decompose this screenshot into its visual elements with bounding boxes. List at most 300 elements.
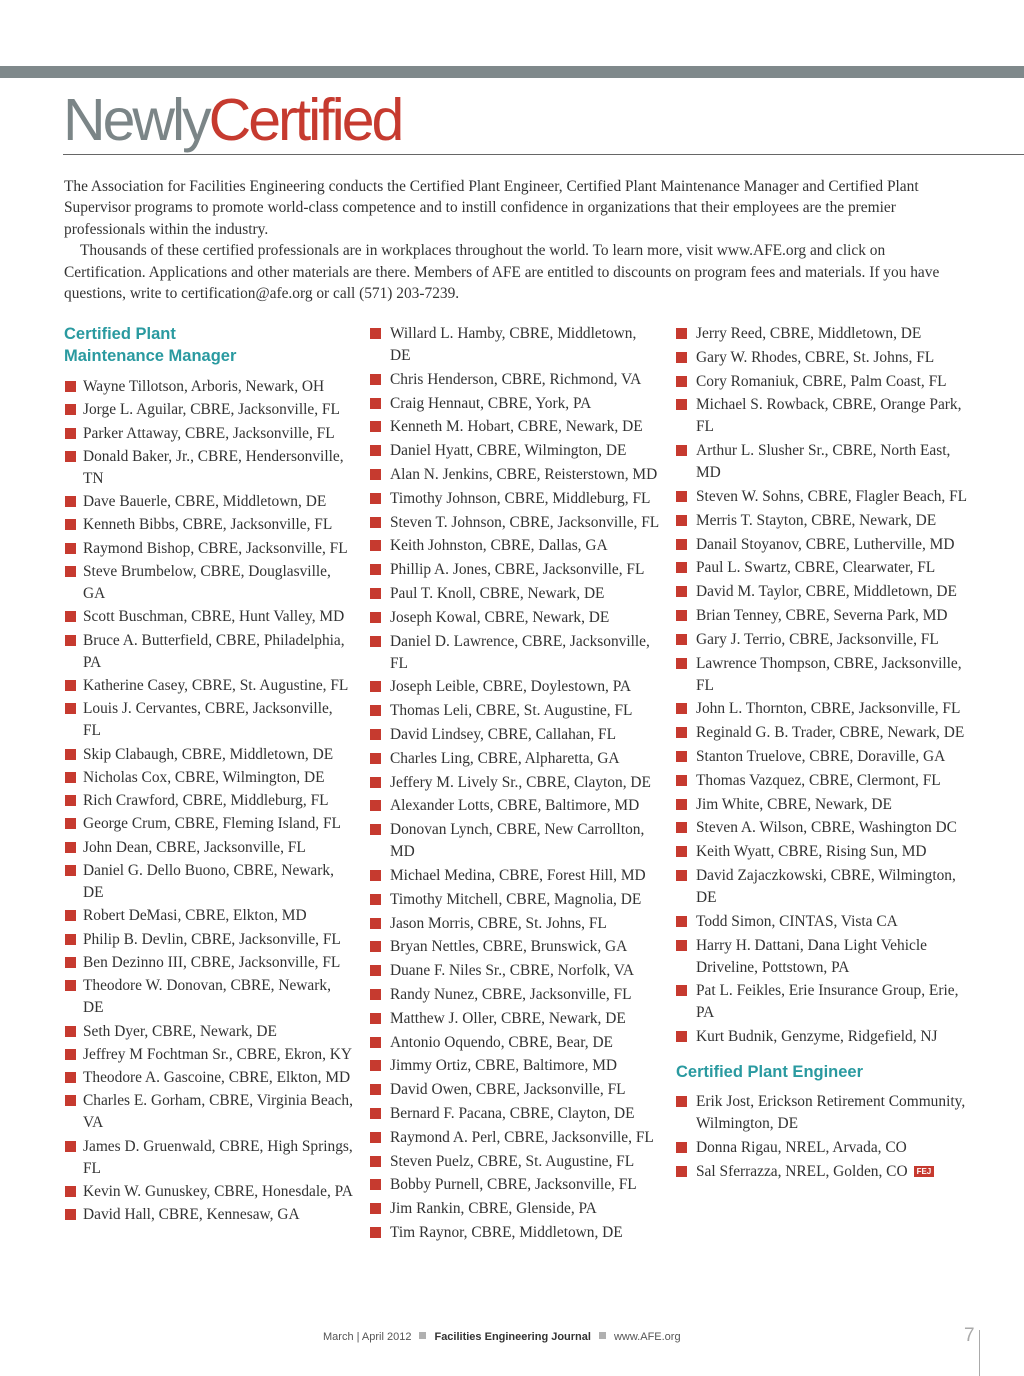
list-item [676,841,976,863]
square-bullet-icon [370,588,381,599]
list-item-text: David Lindsey, CBRE, Callahan, FL [390,725,616,743]
list-item [64,744,354,766]
square-bullet-icon [676,846,687,857]
list-item-text: Steven T. Johnson, CBRE, Jacksonville, FL [390,513,660,531]
square-bullet-icon [676,445,687,456]
list-item-text: Lawrence Thompson, CBRE, Jacksonville, FL [696,654,962,694]
square-bullet-icon [370,941,381,952]
list-item [370,1008,660,1030]
list-item [676,911,976,933]
list-item-text: Antonio Oquendo, CBRE, Bear, DE [390,1033,613,1051]
footer-journal: Facilities Engineering Journal [434,1331,591,1343]
square-bullet-icon [65,1141,76,1152]
list-item-text: Rich Crawford, CBRE, Middleburg, FL [83,792,329,810]
square-bullet-icon [370,517,381,528]
list-item-text: David M. Taylor, CBRE, Middletown, DE [696,583,957,601]
list-item-text: Bryan Nettles, CBRE, Brunswick, GA [390,938,628,956]
cpmm-heading [64,323,354,367]
square-bullet-icon [676,539,687,550]
square-bullet-icon [676,399,687,410]
list-item [370,583,660,605]
list-item [370,960,660,982]
list-item [676,698,976,720]
list-item [676,347,976,369]
list-item [370,1055,660,1077]
list-item-text: Joseph Leible, CBRE, Doylestown, PA [390,678,631,696]
square-bullet-icon [65,703,76,714]
list-item [676,510,976,532]
square-bullet-icon [676,328,687,339]
list-item [370,323,660,367]
square-bullet-icon [676,751,687,762]
square-bullet-icon [65,611,76,622]
list-item [676,770,976,792]
list-item [64,606,354,628]
square-bullet-icon [370,374,381,385]
list-item-text: Daniel G. Dello Buono, CBRE, Newark, DE [83,862,334,902]
list-item-text: Gary J. Terrio, CBRE, Jacksonville, FL [696,630,939,648]
square-bullet-icon [65,635,76,646]
list-item [64,491,354,513]
list-item [64,561,354,605]
separator-square-icon [419,1332,426,1339]
list-item [64,837,354,859]
name-list [676,323,976,1048]
list-item-text: Paul L. Swartz, CBRE, Clearwater, FL [696,559,936,577]
list-item [64,952,354,974]
square-bullet-icon [676,1142,687,1153]
list-item [370,1198,660,1220]
list-item [370,1079,660,1101]
page-title [63,84,401,156]
list-item [64,1021,354,1043]
list-item [64,813,354,835]
list-item [676,1091,976,1135]
list-item-text: Phillip A. Jones, CBRE, Jacksonville, FL [390,561,645,579]
list-item-text: Jerry Reed, CBRE, Middletown, DE [696,325,922,342]
list-item-text: Donald Baker, Jr., CBRE, Hendersonville, TN [83,447,344,487]
list-item-text: Stanton Truelove, CBRE, Doraville, GA [696,747,946,765]
list-item [370,1222,660,1244]
list-item-text: Louis J. Cervantes, CBRE, Jacksonville, FL [83,700,333,740]
list-item [64,929,354,951]
square-bullet-icon [370,636,381,647]
square-bullet-icon [676,822,687,833]
list-item-text: Theodore W. Donovan, CBRE, Newark, DE [83,977,331,1017]
list-item-text: Steven W. Sohns, CBRE, Flagler Beach, FL [696,487,968,505]
list-item [676,653,976,697]
list-item-text: James D. Gruenwald, CBRE, High Springs, FL [83,1137,353,1177]
square-bullet-icon [65,818,76,829]
name-list [64,376,354,1226]
square-bullet-icon [370,800,381,811]
square-bullet-icon [370,824,381,835]
list-item-text: David Hall, CBRE, Kennesaw, GA [83,1206,300,1224]
list-item [64,767,354,789]
list-item-text: Steven A. Wilson, CBRE, Washington DC [696,819,957,837]
list-item-text: Jeffrey M Fochtman Sr., CBRE, Ekron, KY [83,1045,353,1063]
list-item-text: Erik Jost, Erickson Retirement Community, Wilmington, DE [696,1093,966,1133]
square-bullet-icon [676,586,687,597]
list-item-text: Kenneth M. Hobart, CBRE, Newark, DE [390,418,643,436]
separator-square-icon [599,1332,606,1339]
list-item [370,889,660,911]
list-item [676,1161,976,1183]
square-bullet-icon [370,894,381,905]
square-bullet-icon [65,566,76,577]
fej-badge: FEJ [914,1166,935,1177]
page-number: 7 [964,1325,975,1346]
list-item-text: Dave Bauerle, CBRE, Middletown, DE [83,493,327,511]
list-item [370,984,660,1006]
list-item-text: Nicholas Cox, CBRE, Wilmington, DE [83,768,325,786]
square-bullet-icon [65,1049,76,1060]
list-item [64,1204,354,1226]
list-item-text: Kenneth Bibbs, CBRE, Jacksonville, FL [83,516,333,534]
list-item-text: Donna Rigau, NREL, Arvada, CO [696,1138,907,1156]
cpmm-heading-line2: Maintenance Manager [64,347,237,365]
square-bullet-icon [370,870,381,881]
list-item-text: Skip Clabaugh, CBRE, Middletown, DE [83,745,334,763]
list-item [370,724,660,746]
list-item [676,1026,976,1048]
list-item [370,676,660,698]
list-item-text: Timothy Johnson, CBRE, Middleburg, FL [390,489,651,507]
footer-site: www.AFE.org [613,1331,681,1343]
square-bullet-icon [370,681,381,692]
square-bullet-icon [65,980,76,991]
list-item-text: George Crum, CBRE, Fleming Island, FL [83,815,341,833]
list-item [370,1032,660,1054]
square-bullet-icon [676,1096,687,1107]
list-item [676,486,976,508]
footer-issue: March | April 2012 [323,1331,412,1343]
list-item [370,512,660,534]
list-item [64,376,354,398]
square-bullet-icon [676,1031,687,1042]
square-bullet-icon [676,775,687,786]
list-item [370,819,660,863]
list-item-text: David Owen, CBRE, Jacksonville, FL [390,1081,626,1099]
square-bullet-icon [65,957,76,968]
list-item [370,1174,660,1196]
list-item-text: Seth Dyer, CBRE, Newark, DE [83,1022,277,1040]
intro-paragraph-2: Thousands of these certified professionals are in workplaces throughout the world. To learn more, visit www.AFE.org and click on Certification. Applications and other materials are there. Members of AFE are entitled to discounts on program fees and materials. If you have questions, write to certification@afe.org or call (571) 203-7239. [64,242,940,303]
list-item [370,488,660,510]
list-item [370,795,660,817]
square-bullet-icon [65,772,76,783]
square-bullet-icon [676,870,687,881]
square-bullet-icon [370,1060,381,1071]
list-item [64,446,354,490]
list-item-text: Keith Johnston, CBRE, Dallas, GA [390,537,608,555]
list-item-text: Cory Romaniuk, CBRE, Palm Coast, FL [696,372,947,390]
square-bullet-icon [370,469,381,480]
column-2 [370,323,660,1246]
square-bullet-icon [65,1072,76,1083]
intro [64,176,964,304]
list-item [370,607,660,629]
list-item [370,416,660,438]
list-item-text: Steven Puelz, CBRE, St. Augustine, FL [390,1152,635,1170]
square-bullet-icon [65,1095,76,1106]
list-item-text: Timothy Mitchell, CBRE, Magnolia, DE [390,890,642,908]
list-item-text: Bobby Purnell, CBRE, Jacksonville, FL [390,1176,637,1194]
square-bullet-icon [676,562,687,573]
square-bullet-icon [370,753,381,764]
list-item-text: Michael Medina, CBRE, Forest Hill, MD [390,866,646,884]
list-item [64,514,354,536]
square-bullet-icon [370,965,381,976]
square-bullet-icon [370,1179,381,1190]
square-bullet-icon [65,842,76,853]
list-item [676,935,976,979]
list-item [370,440,660,462]
list-item-text: Gary W. Rhodes, CBRE, St. Johns, FL [696,348,935,366]
list-item-text: Todd Simon, CINTAS, Vista CA [696,912,898,930]
cpmm-heading-line1: Certified Plant [64,325,176,343]
list-item-text: Jeffery M. Lively Sr., CBRE, Clayton, DE [390,773,651,791]
square-bullet-icon [676,610,687,621]
list-item [64,1181,354,1203]
square-bullet-icon [370,1227,381,1238]
list-item-text: Tim Raynor, CBRE, Middletown, DE [390,1223,623,1241]
square-bullet-icon [65,543,76,554]
title-certified: Certified [208,87,402,153]
square-bullet-icon [370,445,381,456]
list-item [64,1136,354,1180]
square-bullet-icon [370,729,381,740]
list-item-text: Jim White, CBRE, Newark, DE [696,795,892,813]
list-item-text: Paul T. Knoll, CBRE, Newark, DE [390,584,605,602]
list-item [676,746,976,768]
square-bullet-icon [370,918,381,929]
list-item-text: Duane F. Niles Sr., CBRE, Norfolk, VA [390,962,635,980]
list-item [370,464,660,486]
list-item [676,534,976,556]
list-item [370,1127,660,1149]
list-item-text: Kurt Budnik, Genzyme, Ridgefield, NJ [696,1028,938,1046]
square-bullet-icon [370,1037,381,1048]
list-item [370,700,660,722]
list-item-text: Raymond Bishop, CBRE, Jacksonville, FL [83,539,348,557]
list-item [64,630,354,674]
square-bullet-icon [370,777,381,788]
list-item-text: John L. Thornton, CBRE, Jacksonville, FL [696,700,961,718]
square-bullet-icon [370,612,381,623]
square-bullet-icon [676,916,687,927]
list-item-text: Philip B. Devlin, CBRE, Jacksonville, FL [83,930,341,948]
square-bullet-icon [65,381,76,392]
square-bullet-icon [65,404,76,415]
list-item [676,371,976,393]
list-item-text: Bruce A. Butterfield, CBRE, Philadelphia, PA [83,631,345,671]
square-bullet-icon [676,515,687,526]
list-item [676,557,976,579]
footer [323,1331,681,1343]
list-item [370,748,660,770]
list-item-text: Matthew J. Oller, CBRE, Newark, DE [390,1009,626,1027]
title-rule [63,154,1024,155]
list-item-text: Robert DeMasi, CBRE, Elkton, MD [83,907,307,925]
list-item-text: Harry H. Dattani, Dana Light Vehicle Driveline, Pottstown, PA [696,936,927,976]
square-bullet-icon [65,934,76,945]
title-newly: Newly [63,87,209,153]
list-item-text: Jorge L. Aguilar, CBRE, Jacksonville, FL [83,401,340,419]
list-item-text: Willard L. Hamby, CBRE, Middletown, DE [390,325,637,364]
list-item [676,1137,976,1159]
list-item [676,394,976,438]
cpe-heading: Certified Plant Engineer [676,1063,864,1082]
list-item [370,1103,660,1125]
list-item [64,790,354,812]
top-bar [0,66,1024,78]
square-bullet-icon [676,727,687,738]
list-item-text: Daniel Hyatt, CBRE, Wilmington, DE [390,442,627,460]
list-item [64,399,354,421]
square-bullet-icon [65,451,76,462]
list-item-text: John Dean, CBRE, Jacksonville, FL [83,838,306,856]
list-item [64,860,354,904]
list-item [64,698,354,742]
square-bullet-icon [370,1156,381,1167]
list-item [64,975,354,1019]
list-item-text: Pat L. Feikles, Erie Insurance Group, Erie, PA [696,982,959,1022]
list-item [370,631,660,675]
list-item [676,722,976,744]
list-item [64,1067,354,1089]
square-bullet-icon [676,985,687,996]
list-item-text: Wayne Tillotson, Arboris, Newark, OH [83,378,325,395]
square-bullet-icon [676,352,687,363]
list-item-text: Danail Stoyanov, CBRE, Lutherville, MD [696,535,955,553]
engineer-list [676,1091,976,1183]
list-item-text: Steve Brumbelow, CBRE, Douglasville, GA [83,563,331,603]
square-bullet-icon [65,428,76,439]
list-item [676,605,976,627]
square-bullet-icon [65,910,76,921]
square-bullet-icon [65,795,76,806]
list-item-text: Katherine Casey, CBRE, St. Augustine, FL [83,676,349,694]
square-bullet-icon [370,989,381,1000]
list-item [64,1044,354,1066]
square-bullet-icon [65,749,76,760]
square-bullet-icon [676,658,687,669]
list-item [370,535,660,557]
list-item [370,1151,660,1173]
list-item-text: Kevin W. Gunuskey, CBRE, Honesdale, PA [83,1183,353,1201]
list-item [676,581,976,603]
square-bullet-icon [65,1209,76,1220]
list-item-text: Scott Buschman, CBRE, Hunt Valley, MD [83,608,345,626]
list-item [64,905,354,927]
list-item [370,772,660,794]
column-3 [676,323,976,1185]
square-bullet-icon [676,703,687,714]
square-bullet-icon [676,376,687,387]
square-bullet-icon [676,491,687,502]
list-item-text: Daniel D. Lawrence, CBRE, Jacksonville, FL [390,632,650,672]
square-bullet-icon [370,398,381,409]
square-bullet-icon [370,1013,381,1024]
square-bullet-icon [370,705,381,716]
square-bullet-icon [676,940,687,951]
list-item [676,980,976,1024]
square-bullet-icon [370,540,381,551]
list-item [676,629,976,651]
list-item-text: Sal Sferrazza, NREL, Golden, CO [696,1162,908,1180]
square-bullet-icon [65,680,76,691]
list-item-text: Keith Wyatt, CBRE, Rising Sun, MD [696,843,927,861]
list-item-text: Ben Dezinno III, CBRE, Jacksonville, FL [83,953,341,971]
square-bullet-icon [370,328,381,339]
square-bullet-icon [65,1026,76,1037]
list-item-text: Charles Ling, CBRE, Alpharetta, GA [390,749,620,767]
list-item [676,323,976,345]
square-bullet-icon [370,493,381,504]
square-bullet-icon [676,1166,687,1177]
list-item [370,913,660,935]
square-bullet-icon [65,519,76,530]
list-item [370,393,660,415]
square-bullet-icon [370,421,381,432]
list-item [64,675,354,697]
list-item [370,865,660,887]
square-bullet-icon [370,1203,381,1214]
square-bullet-icon [65,496,76,507]
square-bullet-icon [370,1108,381,1119]
list-item [64,538,354,560]
list-item-text: Merris T. Stayton, CBRE, Newark, DE [696,511,937,529]
list-item-text: Michael S. Rowback, CBRE, Orange Park, FL [696,396,962,436]
list-item [370,559,660,581]
list-item-text: Joseph Kowal, CBRE, Newark, DE [390,608,610,626]
square-bullet-icon [65,1186,76,1197]
list-item-text: Donovan Lynch, CBRE, New Carrollton, MD [390,821,645,861]
list-item-text: Chris Henderson, CBRE, Richmond, VA [390,370,642,388]
list-item-text: Bernard F. Pacana, CBRE, Clayton, DE [390,1104,635,1122]
page-rule [979,1330,980,1376]
name-list [370,323,660,1244]
list-item [676,794,976,816]
list-item-text: Alan N. Jenkins, CBRE, Reisterstown, MD [390,465,658,483]
list-item-text: Craig Hennaut, CBRE, York, PA [390,394,592,412]
square-bullet-icon [370,1084,381,1095]
list-item-text: Thomas Vazquez, CBRE, Clermont, FL [696,771,941,789]
list-item-text: Randy Nunez, CBRE, Jacksonville, FL [390,985,632,1003]
square-bullet-icon [370,564,381,575]
list-item [370,936,660,958]
list-item-text: Jim Rankin, CBRE, Glenside, PA [390,1200,597,1218]
list-item-text: Alexander Lotts, CBRE, Baltimore, MD [390,797,640,815]
list-item [676,865,976,909]
list-item-text: Reginald G. B. Trader, CBRE, Newark, DE [696,724,965,742]
list-item [676,817,976,839]
square-bullet-icon [65,865,76,876]
list-item-text: Jimmy Ortiz, CBRE, Baltimore, MD [390,1057,618,1075]
list-item [64,423,354,445]
list-item-text: Parker Attaway, CBRE, Jacksonville, FL [83,424,335,442]
intro-paragraph-1: The Association for Facilities Engineering conducts the Certified Plant Engineer, Certified Plant Maintenance Manager and Certified Plant Supervisor programs to promote world-class competence and to instill confidence in organizations that their employees are the premier professionals within the industry. [64,178,919,238]
square-bullet-icon [676,634,687,645]
list-item-text: Raymond A. Perl, CBRE, Jacksonville, FL [390,1128,654,1146]
list-item-text: Theodore A. Gascoine, CBRE, Elkton, MD [83,1069,351,1087]
list-item-text: Arthur L. Slusher Sr., CBRE, North East, MD [696,442,951,482]
square-bullet-icon [676,799,687,810]
list-item-text: David Zajaczkowski, CBRE, Wilmington, DE [696,866,956,906]
square-bullet-icon [370,1132,381,1143]
list-item [64,1090,354,1134]
